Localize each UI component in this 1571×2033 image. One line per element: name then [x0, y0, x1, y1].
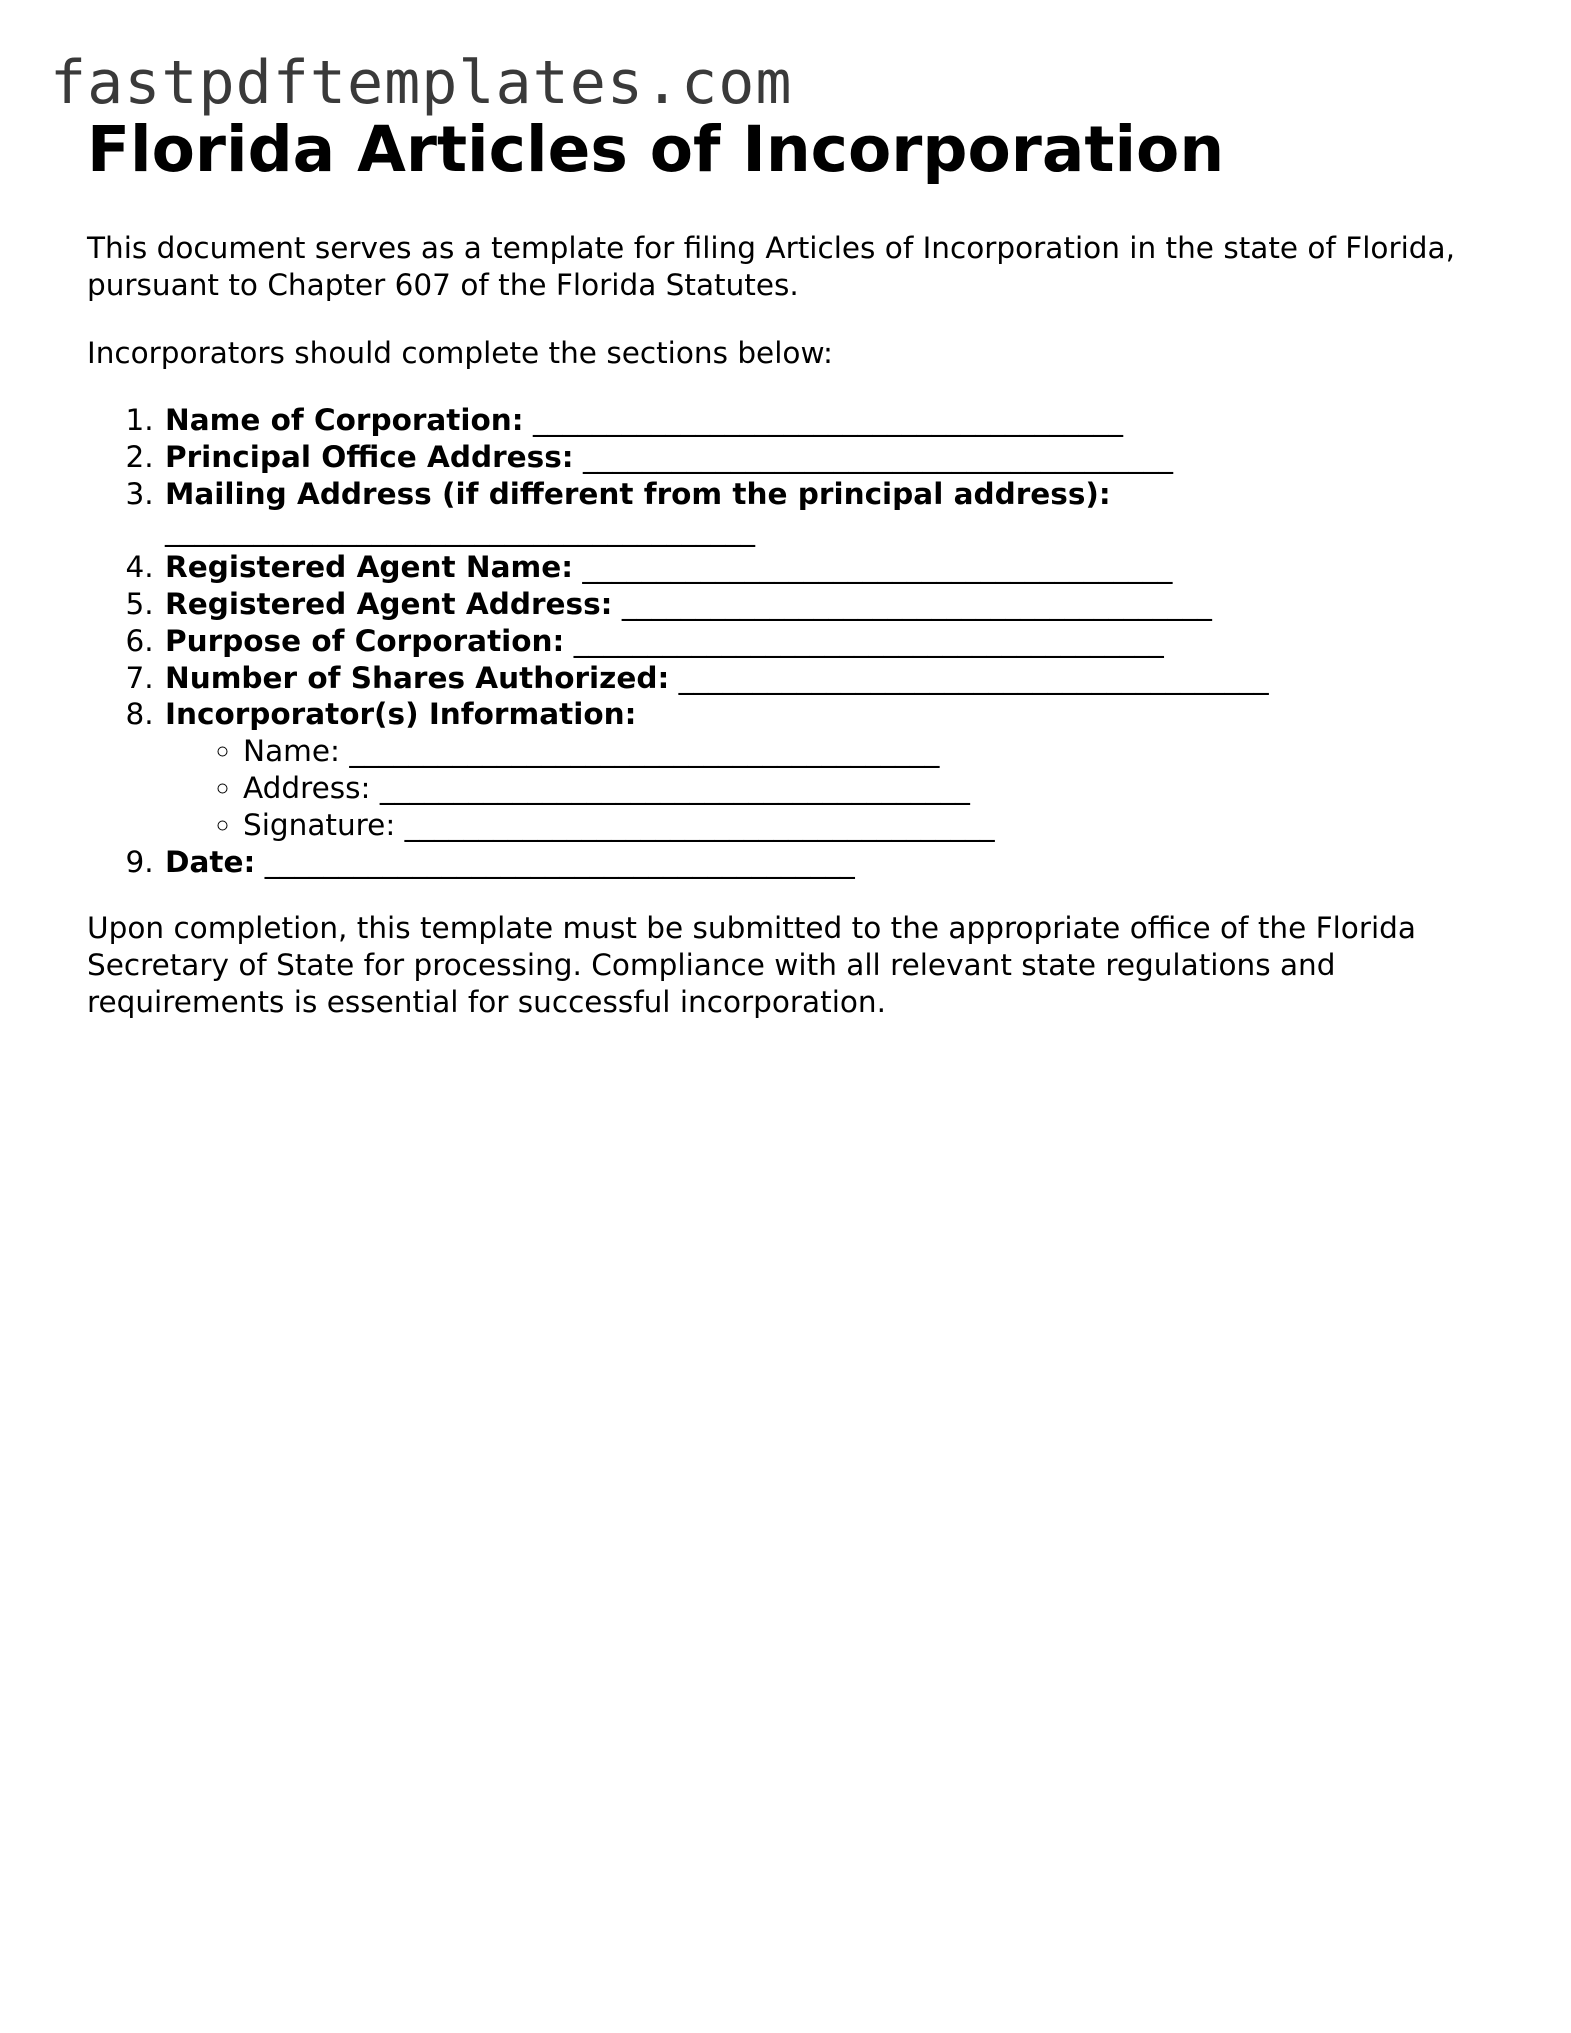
field-label: Date:	[165, 844, 256, 879]
field-principal-office-address	[163, 439, 1487, 476]
sub-field-label: Name:	[243, 734, 340, 769]
fill-in-blank[interactable]: ________________________________________	[582, 550, 1173, 585]
incorporator-address-field	[243, 770, 1487, 807]
fill-in-blank[interactable]: ________________________________________	[349, 734, 940, 769]
field-name-of-corporation	[163, 402, 1487, 439]
sub-field-label: Address:	[243, 770, 371, 805]
field-label: Registered Agent Name:	[165, 550, 574, 585]
fill-in-blank[interactable]: ________________________________________	[404, 807, 995, 842]
field-mailing-address	[163, 476, 1487, 550]
fill-in-blank[interactable]: ________________________________________	[264, 844, 855, 879]
document-body	[87, 110, 1487, 1021]
incorporator-sublist	[165, 733, 1487, 843]
field-label: Mailing Address (if different from the principal address):	[165, 476, 1111, 511]
field-date	[163, 844, 1487, 881]
watermark: fastpdftemplates.com	[50, 48, 793, 118]
fill-in-blank[interactable]: ________________________________________	[678, 660, 1269, 695]
sub-field-label: Signature:	[243, 807, 396, 842]
field-label: Registered Agent Address:	[165, 586, 613, 621]
field-number-of-shares	[163, 660, 1487, 697]
incorporator-name-field	[243, 733, 1487, 770]
form-fields-list	[87, 402, 1487, 880]
closing-paragraph: Upon completion, this template must be submitted to the appropriate office of the Florida Secretary of State for processing. Compliance with all relevant state regulations and requirements is essential for successful incorporation.	[87, 911, 1416, 1020]
fill-in-blank[interactable]: ________________________________________	[573, 623, 1164, 658]
incorporator-signature-field	[243, 807, 1487, 844]
fill-in-blank[interactable]: ________________________________________	[532, 403, 1123, 437]
field-incorporator-information	[163, 696, 1487, 843]
field-label: Name of Corporation:	[165, 403, 524, 437]
document-title: Florida Articles of Incorporation	[87, 113, 1225, 186]
field-label: Purpose of Corporation:	[165, 623, 565, 658]
fill-in-blank[interactable]: ________________________________________	[582, 439, 1173, 474]
fill-in-blank[interactable]: ________________________________________	[165, 513, 755, 548]
field-label: Principal Office Address:	[165, 439, 574, 474]
field-label: Number of Shares Authorized:	[165, 660, 670, 695]
field-registered-agent-address	[163, 586, 1487, 623]
field-label: Incorporator(s) Information:	[165, 697, 637, 732]
intro-paragraph: This document serves as a template for filing Articles of Incorporation in the state of Florida, pursuant to Chapter 607 of the Florida Statutes.	[87, 231, 1455, 302]
field-purpose-of-corporation	[163, 623, 1487, 660]
instruction-text: Incorporators should complete the sections below:	[87, 336, 833, 370]
fill-in-blank[interactable]: ________________________________________	[379, 770, 970, 805]
fill-in-blank[interactable]: ________________________________________	[621, 586, 1212, 621]
field-registered-agent-name	[163, 549, 1487, 586]
